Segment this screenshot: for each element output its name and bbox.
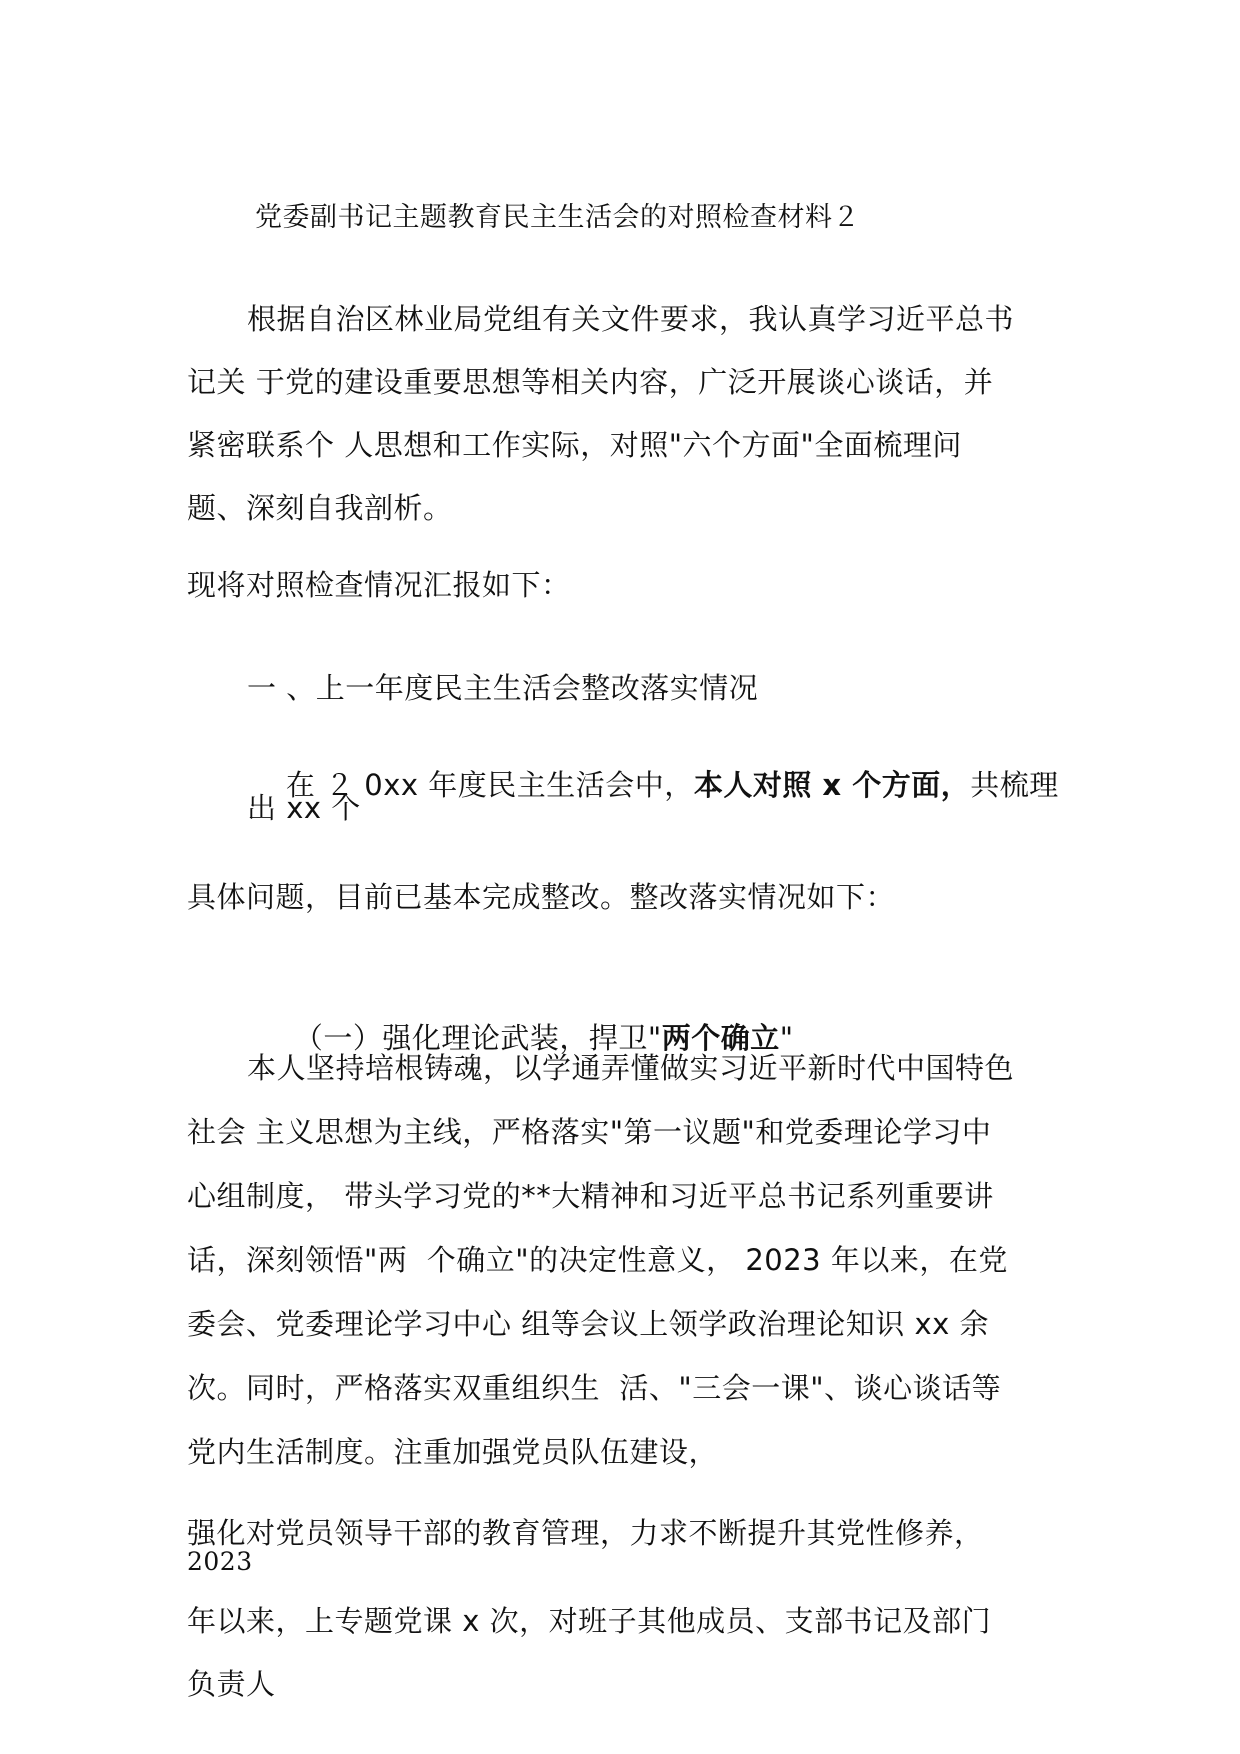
section-1-line-1-part-a: 在 ２ 0xx 年度民主生活会中，: [285, 768, 694, 802]
intro-line-1: 根据自治区林业局党组有关文件要求，我认真学习近平总书: [247, 302, 1015, 336]
section-1-heading: 一 、上一年度民主生活会整改落实情况: [247, 671, 759, 705]
section-1-line-3: 具体问题，目前已基本完成整改。整改落实情况如下：: [187, 880, 896, 914]
subsection-1-line-3: 心组制度， 带头学习党的**大精神和习近平总书记系列重要讲: [187, 1179, 994, 1213]
subsection-1-line-4: 话，深刻领悟"两 个确立"的决定性意义， 2023 年以来，在党: [187, 1243, 1008, 1277]
intro-line-3: 紧密联系个 人思想和工作实际，对照"六个方面"全面梳理问: [187, 428, 962, 462]
subsection-1-line-7: 党内生活制度。注重加强党员队伍建设，: [187, 1435, 719, 1469]
document-title: 党委副书记主题教育民主生活会的对照检查材料２: [255, 202, 860, 233]
subsection-1-line-10: 负责人: [187, 1667, 276, 1701]
subsection-1-line-1: 本人坚持培根铸魂，以学通弄懂做实习近平新时代中国特色: [247, 1051, 1015, 1085]
report-intro-line: 现将对照检查情况汇报如下：: [187, 568, 571, 602]
section-1-line-1: [247, 725, 1059, 845]
subsection-1-heading-emphasis: 两个确立: [661, 1021, 780, 1055]
subsection-1-heading-part-a: （一）强化理论武装，捍卫": [293, 1021, 662, 1055]
section-1-line-1-part-c: 共梳理: [970, 768, 1059, 802]
intro-line-4: 题、深刻自我剖析。: [187, 491, 453, 525]
subsection-1-line-9: 年以来，上专题党课 x 次，对班子其他成员、支部书记及部门: [187, 1604, 992, 1638]
subsection-1-heading-part-c: ": [779, 1021, 794, 1055]
section-1-line-2: 出 xx 个: [247, 791, 361, 825]
intro-line-2: 记关 于党的建设重要思想等相关内容，广泛开展谈心谈话，并: [187, 365, 994, 399]
subsection-1-line-2: 社会 主义思想为主线，严格落实"第一议题"和党委理论学习中: [187, 1115, 992, 1149]
subsection-1-line-8: 强化对党员领导干部的教育管理，力求不断提升其党性修养，: [187, 1516, 984, 1550]
subsection-1-line-8-year: 2023: [187, 1547, 253, 1576]
subsection-1-line-5: 委会、党委理论学习中心 组等会议上领学政治理论知识 xx 余: [187, 1307, 989, 1341]
section-1-line-1-part-b: 本人对照 x 个方面，: [693, 768, 971, 802]
subsection-1-line-6: 次。同时，严格落实双重组织生 活、"三会一课"、谈心谈话等: [187, 1371, 1002, 1405]
